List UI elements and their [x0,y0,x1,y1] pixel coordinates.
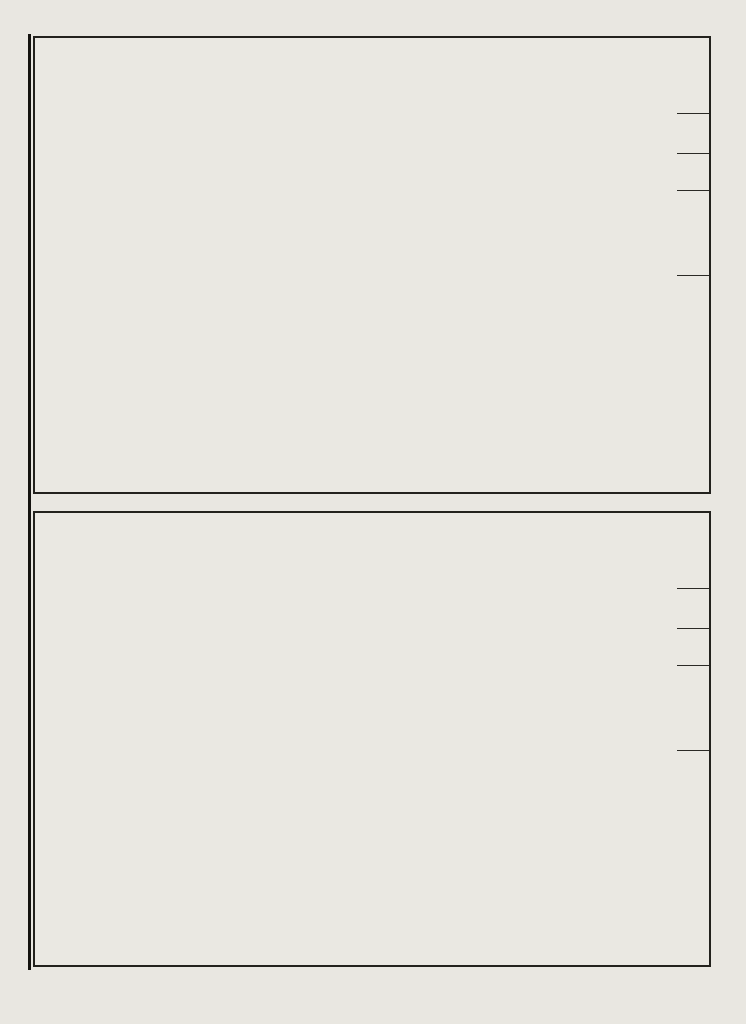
header-name [677,513,709,589]
header-age [677,154,709,191]
header-age [677,629,709,666]
table-header-column [677,38,709,492]
header-name [677,38,709,114]
roster-table-bottom [33,511,711,967]
roster-table-top [33,36,711,494]
header-native-place [677,191,709,276]
table-header-column [677,513,709,965]
header-native-place [677,666,709,751]
header-alias [677,589,709,629]
page-binding-edge [28,34,31,970]
header-address [677,751,709,965]
header-alias [677,114,709,154]
header-address [677,276,709,492]
